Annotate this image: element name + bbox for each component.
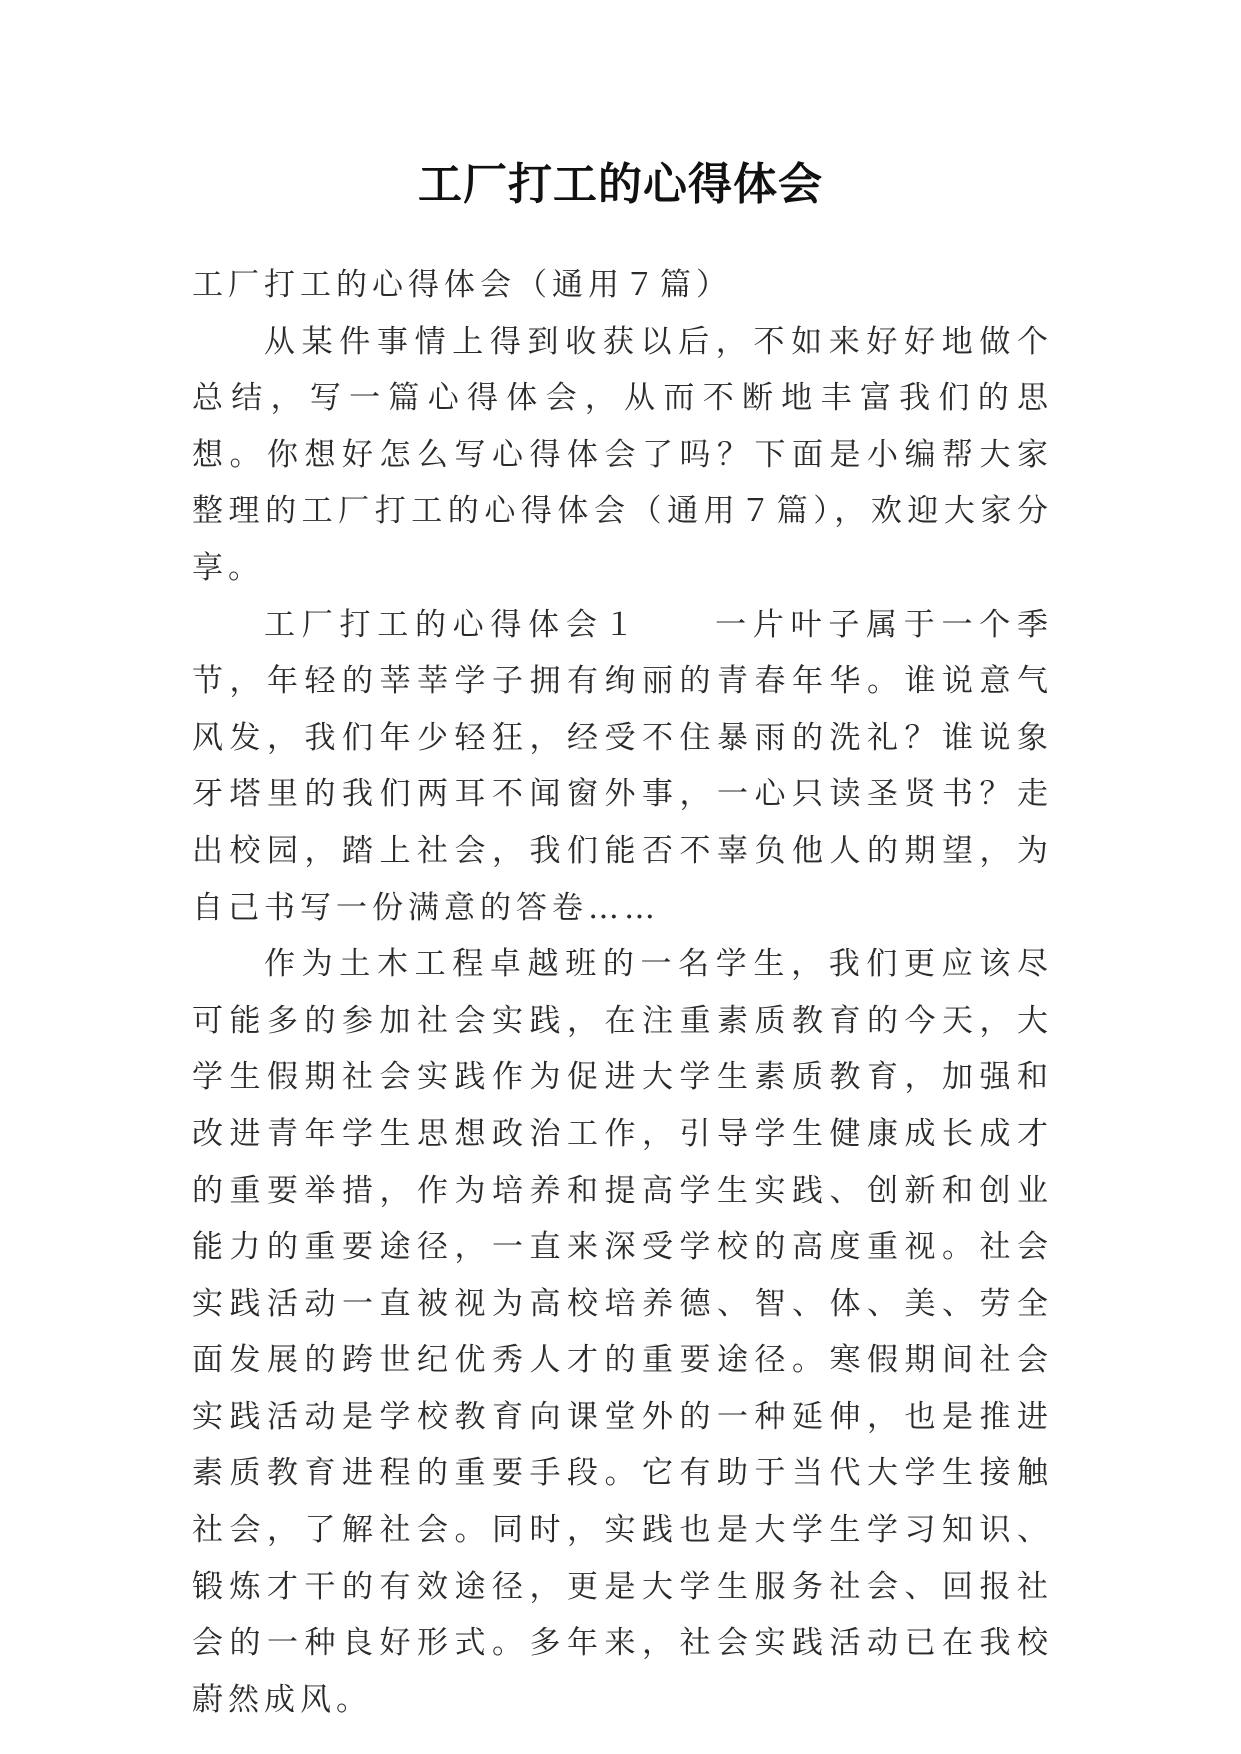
section-1-heading: 工厂打工的心得体会１ [264, 606, 642, 643]
document-subtitle: 工厂打工的心得体会（通用７篇） [192, 267, 732, 303]
body-paragraph-2: 作为土木工程卓越班的一名学生，我们更应该尽可能多的参加社会实践，在注重素质教育的今天，大学生假期社会实践作为促进大学生素质教育，加强和改进青年学生思想政治工作，引导学生健康成长成才的重要举措，作为培养和提高学生实践、创新和创业能力的重要途径，一直来深受学校的高度重视。社会实践活动一直被视为高校培养德、智、体、美、劳全面发展的跨世纪优秀人才的重要途径。寒假期间社会实践活动是学校教育向课堂外的一种延伸，也是推进素质教育进程的重要手段。它有助于当代大学生接触社会，了解社会。同时，实践也是大学生学习知识、锻炼才干的有效途径，更是大学生服务社会、回报社会的一种良好形式。多年来，社会实践活动已在我校蔚然成风。 [192, 946, 1053, 1718]
document-title: 工厂打工的心得体会 [418, 159, 823, 210]
section-1-paragraph [192, 597, 1053, 937]
section-1-text: 一片叶子属于一个季节，年轻的莘莘学子拥有绚丽的青春年华。谁说意气风发，我们年少轻狂，经受不住暴雨的洗礼？谁说象牙塔里的我们两耳不闻窗外事，一心只读圣贤书？走出校园，踏上社会，我们能否不辜负他人的期望，为自己书写一份满意的答卷…… [192, 606, 1054, 926]
document-body [192, 257, 1053, 1728]
intro-paragraph: 从某件事情上得到收获以后，不如来好好地做个总结，写一篇心得体会，从而不断地丰富我们的思想。你想好怎么写心得体会了吗？下面是小编帮大家整理的工厂打工的心得体会（通用７篇），欢迎大家分享。 [192, 323, 1053, 586]
